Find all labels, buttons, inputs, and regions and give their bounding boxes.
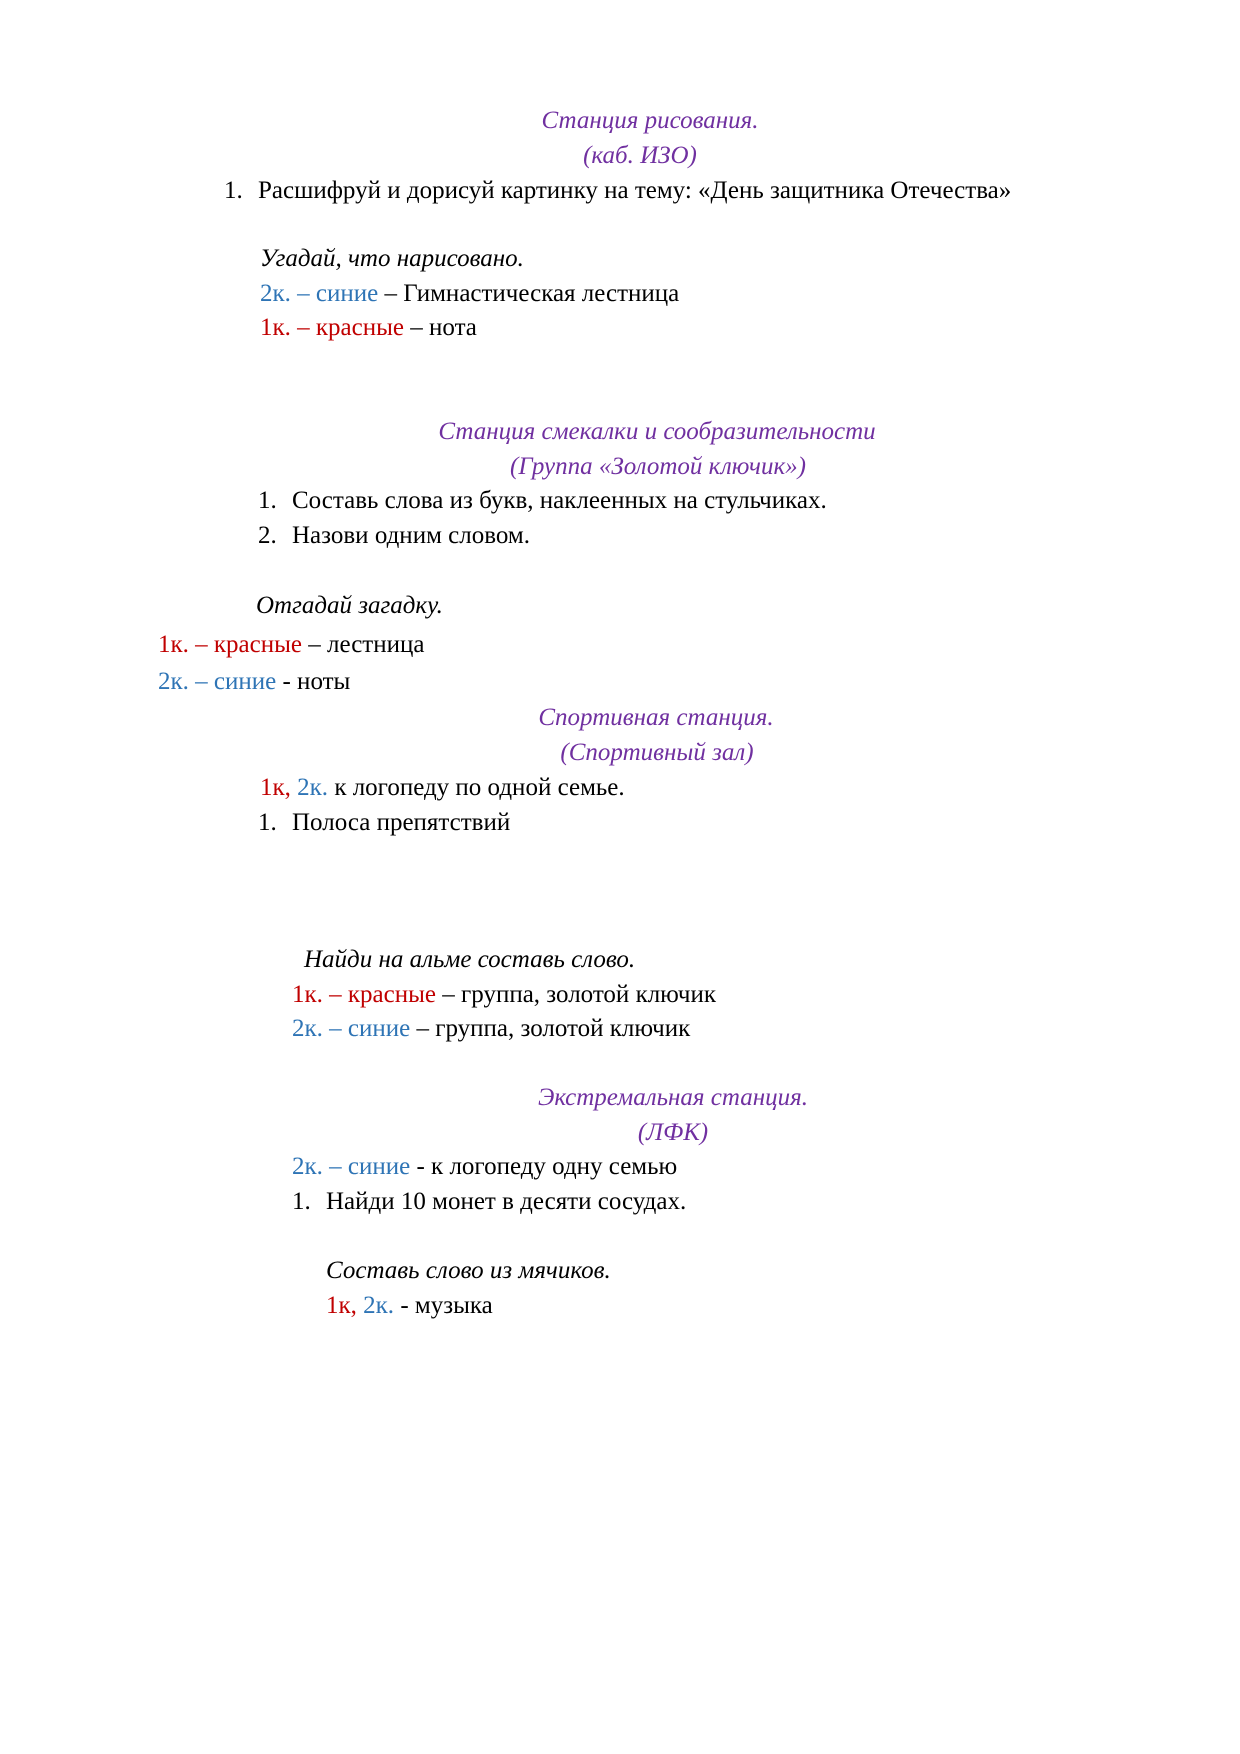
team-label-red: 1к, (326, 1292, 357, 1319)
station-sport-answer-2 (292, 1014, 690, 1044)
teams-text: к логопеду по одной семье. (328, 774, 625, 801)
team-label-red: 1к. – красные (260, 314, 405, 341)
answer-text: – лестница (302, 631, 425, 658)
team-label-blue: 2к. (356, 1292, 395, 1319)
list-item-text: Расшифруй и дорисуй картинку на тему: «День защитника Отечества» (258, 177, 1012, 204)
station-extreme-task: Составь слово из мячиков. (326, 1257, 611, 1284)
station-drawing-item-1 (224, 176, 1011, 206)
team-label-red: 1к. – красные (158, 631, 303, 658)
list-item-text: Составь слова из букв, наклеенных на стульчиках. (292, 487, 827, 514)
answer-text: – нота (404, 314, 477, 341)
station-drawing-title: Станция рисования. (541, 107, 759, 134)
answer-text: – Гимнастическая лестница (378, 280, 680, 307)
station-drawing-answer-1 (260, 279, 679, 309)
team-label-blue: 2к. – синие (260, 280, 379, 307)
team-label-blue: 2к. – синие (292, 1015, 411, 1042)
list-number: 1. (258, 487, 277, 514)
list-item-text: Назови одним словом. (292, 522, 530, 549)
team-label-blue: 2к. – синие (158, 668, 277, 695)
list-item-text: Найди 10 монет в десяти сосудах. (326, 1188, 687, 1215)
team-label-red: 1к. – красные (292, 981, 437, 1008)
station-sport-task: Найди на альме составь слово. (304, 946, 636, 973)
station-extreme-item-1 (292, 1187, 686, 1217)
station-wit-title: Станция смекалки и сообразительности (438, 418, 876, 445)
station-extreme-room: (ЛФК) (637, 1119, 709, 1146)
station-drawing-answer-2 (260, 313, 477, 343)
station-sport-room: (Спортивный зал) (560, 739, 754, 766)
station-drawing-room: (каб. ИЗО) (583, 142, 697, 169)
station-wit-item-2 (258, 521, 530, 551)
list-number: 2. (258, 522, 277, 549)
teams-text: - к логопеду одну семью (410, 1153, 678, 1180)
list-number: 1. (224, 177, 243, 204)
team-label-blue: 2к. – синие (292, 1153, 411, 1180)
station-sport-title: Спортивная станция. (538, 704, 774, 731)
team-label-red: 1к, (260, 774, 291, 801)
answer-text: – группа, золотой ключик (410, 1015, 691, 1042)
station-wit-answer-2 (158, 667, 350, 697)
station-sport-item-1 (258, 808, 510, 838)
station-wit-answer-1 (158, 630, 424, 660)
answer-text: - музыка (394, 1292, 493, 1319)
answer-text: – группа, золотой ключик (436, 981, 717, 1008)
list-item-text: Полоса препятствий (292, 809, 511, 836)
station-extreme-title: Экстремальная станция. (538, 1084, 808, 1111)
team-label-blue: 2к. (290, 774, 329, 801)
station-extreme-teams (292, 1152, 677, 1182)
station-drawing-task: Угадай, что нарисовано. (260, 245, 524, 272)
station-wit-room: (Группа «Золотой ключик») (510, 453, 806, 480)
list-number: 1. (292, 1188, 311, 1215)
station-extreme-answer (326, 1291, 493, 1321)
station-wit-task: Отгадай загадку. (256, 592, 443, 619)
station-wit-item-1 (258, 486, 827, 516)
list-number: 1. (258, 809, 277, 836)
station-sport-teams (260, 773, 625, 803)
station-sport-answer-1 (292, 980, 716, 1010)
answer-text: - ноты (276, 668, 351, 695)
